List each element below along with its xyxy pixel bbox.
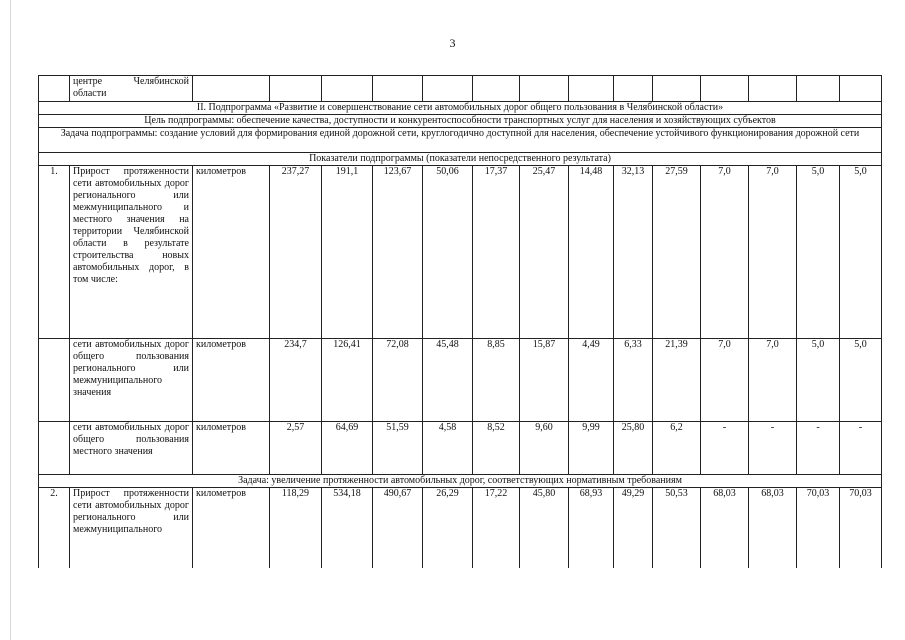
indicators-heading: Показатели подпрограммы (показатели непосредственного результата) [39, 153, 882, 166]
value-cell: 7,0 [701, 339, 749, 422]
section-row [39, 475, 882, 488]
table-row [39, 488, 882, 569]
value-cell: 50,53 [653, 488, 701, 569]
value-cell: 25,80 [614, 422, 653, 475]
empty-cell [840, 76, 882, 102]
empty-cell [270, 76, 322, 102]
table-row [39, 166, 882, 339]
value-cell: 5,0 [840, 339, 882, 422]
value-cell: 45,48 [423, 339, 473, 422]
value-cell: 68,03 [701, 488, 749, 569]
value-cell: 68,93 [569, 488, 614, 569]
value-cell: 5,0 [797, 166, 840, 339]
indicator-name: сети автомобильных дорог общего пользования местного значения [70, 422, 193, 475]
unit-cell: километров [193, 488, 270, 569]
value-cell: 4,49 [569, 339, 614, 422]
value-cell: 70,03 [840, 488, 882, 569]
value-cell: 25,47 [520, 166, 569, 339]
value-cell: 7,0 [701, 166, 749, 339]
goal-heading: Цель подпрограммы: обеспечение качества, доступности и конкурентоспособности транспортных услуг для населения и хозяйствующих субъектов [39, 115, 882, 128]
value-cell: 64,69 [322, 422, 373, 475]
value-cell: 4,58 [423, 422, 473, 475]
section-row [39, 102, 882, 115]
table-row [39, 422, 882, 475]
value-cell: 70,03 [797, 488, 840, 569]
scan-edge-line [10, 0, 11, 640]
row-number: 2. [39, 488, 70, 569]
empty-cell [797, 76, 840, 102]
value-cell: 7,0 [749, 166, 797, 339]
value-cell: - [701, 422, 749, 475]
value-cell: 237,27 [270, 166, 322, 339]
empty-cell [569, 76, 614, 102]
value-cell: 45,80 [520, 488, 569, 569]
value-cell: 50,06 [423, 166, 473, 339]
value-cell: 5,0 [840, 166, 882, 339]
value-cell: 9,99 [569, 422, 614, 475]
value-cell: 2,57 [270, 422, 322, 475]
empty-cell [193, 76, 270, 102]
empty-cell [701, 76, 749, 102]
table-row [39, 76, 882, 102]
value-cell: 191,1 [322, 166, 373, 339]
value-cell: - [797, 422, 840, 475]
empty-cell [473, 76, 520, 102]
value-cell: - [749, 422, 797, 475]
row-number: 1. [39, 166, 70, 339]
empty-cell [322, 76, 373, 102]
empty-cell [423, 76, 473, 102]
value-cell: 68,03 [749, 488, 797, 569]
value-cell: 27,59 [653, 166, 701, 339]
section-row [39, 153, 882, 166]
empty-cell [614, 76, 653, 102]
empty-cell [373, 76, 423, 102]
value-cell: 5,0 [797, 339, 840, 422]
value-cell: 118,29 [270, 488, 322, 569]
indicator-name: Прирост протяженности сети автомобильных дорог регионального или межмуниципального и местного значения на территории Челябинской области в результате строительства новых автомобильных дорог, в том числе: [70, 166, 193, 339]
empty-cell [653, 76, 701, 102]
value-cell: 7,0 [749, 339, 797, 422]
empty-cell [520, 76, 569, 102]
page-number: 3 [449, 36, 456, 50]
subprogram-heading: II. Подпрограмма «Развитие и совершенствование сети автомобильных дорог общего пользования в Челябинской области» [39, 102, 882, 115]
row-number [39, 422, 70, 475]
section-row [39, 115, 882, 128]
indicators-table [38, 75, 882, 568]
task-heading: Задача подпрограммы: создание условий для формирования единой дорожной сети, круглогодично доступной для населения, обеспечение устойчивого функционирования дорожной сети [39, 128, 882, 153]
value-cell: 32,13 [614, 166, 653, 339]
value-cell: 51,59 [373, 422, 423, 475]
empty-cell [749, 76, 797, 102]
value-cell: 14,48 [569, 166, 614, 339]
value-cell: 234,7 [270, 339, 322, 422]
value-cell: 17,22 [473, 488, 520, 569]
row-number [39, 339, 70, 422]
value-cell: 6,33 [614, 339, 653, 422]
indicator-name: сети автомобильных дорог общего пользования регионального или межмуниципального значения [70, 339, 193, 422]
value-cell: 72,08 [373, 339, 423, 422]
value-cell: 6,2 [653, 422, 701, 475]
value-cell: 490,67 [373, 488, 423, 569]
value-cell: 9,60 [520, 422, 569, 475]
section-row [39, 128, 882, 153]
value-cell: 8,52 [473, 422, 520, 475]
continuation-cell: центре Челябинской области [70, 76, 193, 102]
value-cell: 126,41 [322, 339, 373, 422]
value-cell: - [840, 422, 882, 475]
unit-cell: километров [193, 166, 270, 339]
unit-cell: километров [193, 339, 270, 422]
indicator-name: Прирост протяженности сети автомобильных дорог регионального или межмуниципального [70, 488, 193, 569]
value-cell: 17,37 [473, 166, 520, 339]
value-cell: 534,18 [322, 488, 373, 569]
value-cell: 26,29 [423, 488, 473, 569]
table-row [39, 339, 882, 422]
task-heading: Задача: увеличение протяженности автомобильных дорог, соответствующих нормативным требованиям [39, 475, 882, 488]
value-cell: 123,67 [373, 166, 423, 339]
value-cell: 8,85 [473, 339, 520, 422]
value-cell: 21,39 [653, 339, 701, 422]
unit-cell: километров [193, 422, 270, 475]
num-cell [39, 76, 70, 102]
value-cell: 49,29 [614, 488, 653, 569]
value-cell: 15,87 [520, 339, 569, 422]
